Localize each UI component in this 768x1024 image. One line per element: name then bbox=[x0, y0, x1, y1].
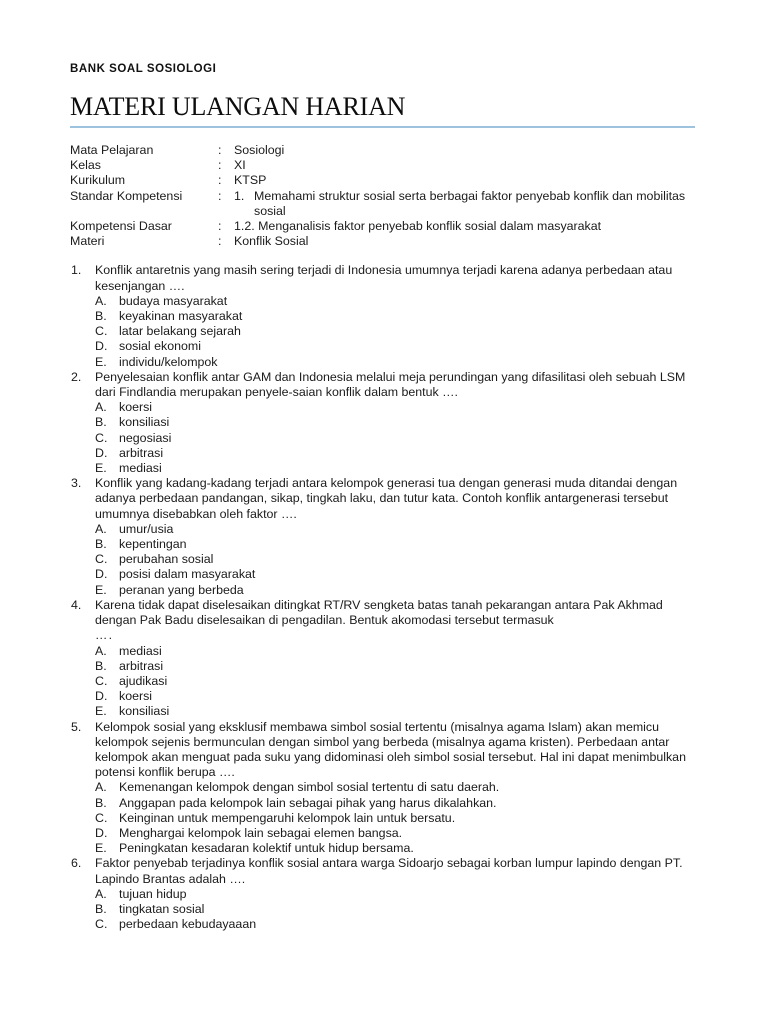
metadata-row bbox=[70, 173, 696, 188]
option-item[interactable] bbox=[95, 537, 696, 552]
question-item bbox=[70, 370, 696, 476]
option-text: arbitrasi bbox=[119, 658, 164, 673]
option-text: keyakinan masyarakat bbox=[119, 309, 243, 324]
question-body bbox=[95, 370, 696, 476]
option-item[interactable] bbox=[95, 324, 696, 339]
option-letter: C. bbox=[95, 917, 108, 932]
option-text: Keinginan untuk mempengaruhi kelompok lain untuk bersatu. bbox=[119, 810, 456, 825]
option-text: mediasi bbox=[119, 461, 162, 476]
question-item bbox=[70, 856, 696, 932]
option-item[interactable] bbox=[95, 309, 696, 324]
option-item[interactable] bbox=[95, 552, 696, 567]
option-item[interactable] bbox=[95, 415, 696, 430]
option-text: mediasi bbox=[119, 643, 162, 658]
question-number: 6. bbox=[71, 856, 82, 871]
title-divider bbox=[70, 126, 695, 128]
metadata-label: Materi bbox=[70, 234, 105, 249]
option-list bbox=[95, 400, 696, 476]
option-text: perbedaan kebudayaaan bbox=[119, 917, 257, 932]
option-text: perubahan sosial bbox=[119, 552, 214, 567]
option-item[interactable] bbox=[95, 446, 696, 461]
question-stem: Konflik antaretnis yang masih sering terjadi di Indonesia umumnya terjadi karena adanya perbedaan atau kesenjangan …. bbox=[95, 263, 673, 293]
question-stem: Karena tidak dapat diselesaikan ditingkat RT/RV sengketa batas tanah pekarangan antara Pak Akhmad dengan Pak Badu diselesaikan di pengadilan. Bentuk akomodasi tersebut termasuk bbox=[95, 597, 663, 628]
option-letter: D. bbox=[95, 339, 108, 354]
option-letter: D. bbox=[95, 825, 108, 840]
option-letter: E. bbox=[95, 582, 107, 597]
option-letter: B. bbox=[95, 537, 107, 552]
question-item bbox=[70, 476, 696, 598]
option-item[interactable] bbox=[95, 355, 696, 370]
question-body bbox=[95, 720, 696, 857]
option-text: konsiliasi bbox=[119, 704, 170, 719]
option-letter: A. bbox=[95, 521, 107, 536]
option-letter: A. bbox=[95, 643, 107, 658]
option-text: budaya masyarakat bbox=[119, 293, 228, 308]
document-kicker: BANK SOAL SOSIOLOGI bbox=[70, 63, 217, 75]
option-item[interactable] bbox=[95, 583, 696, 598]
option-text: latar belakang sejarah bbox=[119, 324, 241, 339]
option-list bbox=[95, 780, 696, 856]
option-letter: B. bbox=[95, 795, 107, 810]
metadata-colon: : bbox=[218, 173, 222, 188]
option-letter: C. bbox=[95, 552, 108, 567]
question-number: 1. bbox=[71, 263, 82, 278]
option-text: negosiasi bbox=[119, 430, 172, 445]
question-body bbox=[95, 598, 696, 720]
metadata-label: Kurikulum bbox=[70, 173, 126, 188]
metadata-label: Standar Kompetensi bbox=[70, 188, 183, 203]
option-item[interactable] bbox=[95, 704, 696, 719]
option-list bbox=[95, 644, 696, 720]
metadata-label: Kelas bbox=[70, 158, 101, 173]
question-number: 5. bbox=[71, 719, 82, 734]
option-list bbox=[95, 522, 696, 598]
metadata-row bbox=[70, 143, 696, 158]
option-letter: D. bbox=[95, 445, 108, 460]
metadata-label: Mata Pelajaran bbox=[70, 143, 154, 157]
option-text: Peningkatan kesadaran kolektif untuk hidup bersama. bbox=[119, 841, 414, 856]
question-body bbox=[95, 476, 696, 598]
option-item[interactable] bbox=[95, 659, 696, 674]
option-text: posisi dalam masyarakat bbox=[119, 567, 256, 582]
option-letter: A. bbox=[95, 293, 107, 308]
option-item[interactable] bbox=[95, 400, 696, 415]
option-text: Kemenangan kelompok dengan simbol sosial tertentu di satu daerah. bbox=[119, 780, 500, 795]
question-stem: Faktor penyebab terjadinya konflik sosial antara warga Sidoarjo sebagai korban lumpur lapindo dengan PT. Lapindo Brantas adalah …. bbox=[95, 856, 683, 886]
question-item bbox=[70, 598, 696, 720]
option-letter: D. bbox=[95, 689, 108, 704]
option-item[interactable] bbox=[95, 826, 696, 841]
option-item[interactable] bbox=[95, 339, 696, 354]
metadata-value: Konflik Sosial bbox=[234, 234, 309, 249]
question-stem: Penyelesaian konflik antar GAM dan Indonesia melalui meja perundingan yang difasilitasi oleh sebuah LSM dari Findlandia merupakan penyele-saian konflik dalam bentuk …. bbox=[95, 369, 686, 400]
option-letter: C. bbox=[95, 324, 108, 339]
option-item[interactable] bbox=[95, 811, 696, 826]
question-list bbox=[70, 263, 696, 932]
option-text: ajudikasi bbox=[119, 673, 168, 688]
option-text: tujuan hidup bbox=[119, 886, 187, 901]
option-item[interactable] bbox=[95, 674, 696, 689]
option-letter: E. bbox=[95, 354, 107, 369]
option-list bbox=[95, 887, 696, 933]
question-item bbox=[70, 720, 696, 857]
option-text: kepentingan bbox=[119, 537, 187, 552]
option-text: konsiliasi bbox=[119, 415, 170, 430]
question-stem: Konflik yang kadang-kadang terjadi antara kelompok generasi tua dengan generasi muda ditandai dengan adanya perbedaan pandangan, sikap, tingkah laku, dan tutur kata. Contoh konflik antargenerasi tersebut umumnya disebabkan oleh faktor …. bbox=[95, 476, 678, 521]
question-body bbox=[95, 856, 696, 932]
question-body bbox=[95, 263, 696, 369]
option-item[interactable] bbox=[95, 902, 696, 917]
option-text: Anggapan pada kelompok lain sebagai pihak yang harus dikalahkan. bbox=[119, 795, 497, 810]
option-text: koersi bbox=[119, 400, 153, 415]
option-letter: B. bbox=[95, 309, 107, 324]
option-list bbox=[95, 294, 696, 370]
option-letter: A. bbox=[95, 400, 107, 415]
option-text: arbitrasi bbox=[119, 445, 164, 460]
option-letter: C. bbox=[95, 430, 108, 445]
page-title: MATERI ULANGAN HARIAN bbox=[70, 92, 406, 121]
metadata-colon: : bbox=[218, 143, 222, 157]
option-text: sosial ekonomi bbox=[119, 339, 201, 354]
metadata-colon: : bbox=[218, 158, 222, 173]
option-text: koersi bbox=[119, 689, 153, 704]
question-item bbox=[70, 263, 696, 369]
question-stem: Kelompok sosial yang eksklusif membawa simbol sosial tertentu (misalnya agama Islam) akan memicu kelompok sejenis bermunculan dengan simbol yang berbeda (misalnya agama kristen). Perbedaan antar kelompok akan menguat pada suku yang didominasi oleh simbol sosial tersebut. Hal ini dapat menimbulkan potensi konflik berupa …. bbox=[95, 719, 686, 780]
metadata-value: KTSP bbox=[234, 173, 267, 188]
metadata-colon: : bbox=[218, 234, 222, 249]
option-item[interactable] bbox=[95, 431, 696, 446]
metadata-value: XI bbox=[234, 158, 246, 173]
metadata-colon: : bbox=[218, 219, 222, 234]
option-item[interactable] bbox=[95, 917, 696, 932]
option-item[interactable] bbox=[95, 887, 696, 902]
option-text: peranan yang berbeda bbox=[119, 582, 244, 597]
option-text: umur/usia bbox=[119, 521, 174, 536]
question-number: 3. bbox=[71, 476, 82, 491]
metadata-row bbox=[70, 189, 696, 219]
option-item[interactable] bbox=[95, 689, 696, 704]
option-letter: D. bbox=[95, 567, 108, 582]
option-text: Menghargai kelompok lain sebagai elemen bangsa. bbox=[119, 825, 403, 840]
metadata-label: Kompetensi Dasar bbox=[70, 219, 172, 234]
option-item[interactable] bbox=[95, 841, 696, 856]
option-item[interactable] bbox=[95, 567, 696, 582]
option-letter: B. bbox=[95, 415, 107, 430]
metadata-row bbox=[70, 234, 696, 249]
metadata-value bbox=[234, 189, 696, 219]
metadata-value-text: Memahami struktur sosial serta berbagai faktor penyebab konflik dan mobilitas sosial bbox=[254, 188, 686, 218]
option-item[interactable] bbox=[95, 461, 696, 476]
option-item[interactable] bbox=[95, 780, 696, 795]
metadata-value: 1.2. Menganalisis faktor penyebab konflik sosial dalam masyarakat bbox=[234, 219, 602, 234]
option-item[interactable] bbox=[95, 294, 696, 309]
option-text: individu/kelompok bbox=[119, 354, 218, 369]
option-item[interactable] bbox=[95, 796, 696, 811]
option-letter: E. bbox=[95, 461, 107, 476]
option-letter: E. bbox=[95, 704, 107, 719]
question-ellipsis: …. bbox=[95, 628, 114, 643]
option-letter: B. bbox=[95, 658, 107, 673]
option-letter: E. bbox=[95, 841, 107, 856]
metadata-table bbox=[70, 143, 696, 249]
option-item[interactable] bbox=[95, 522, 696, 537]
option-text: tingkatan sosial bbox=[119, 901, 205, 916]
option-letter: A. bbox=[95, 886, 107, 901]
metadata-colon: : bbox=[218, 188, 222, 203]
option-letter: A. bbox=[95, 780, 107, 795]
metadata-row bbox=[70, 219, 696, 234]
option-item[interactable] bbox=[95, 644, 696, 659]
metadata-value-number: 1. bbox=[234, 188, 245, 203]
question-number: 2. bbox=[71, 369, 82, 384]
metadata-value: Sosiologi bbox=[234, 143, 285, 157]
option-letter: C. bbox=[95, 673, 108, 688]
metadata-row bbox=[70, 158, 696, 173]
option-letter: C. bbox=[95, 810, 108, 825]
question-number: 4. bbox=[71, 597, 82, 612]
option-letter: B. bbox=[95, 901, 107, 916]
